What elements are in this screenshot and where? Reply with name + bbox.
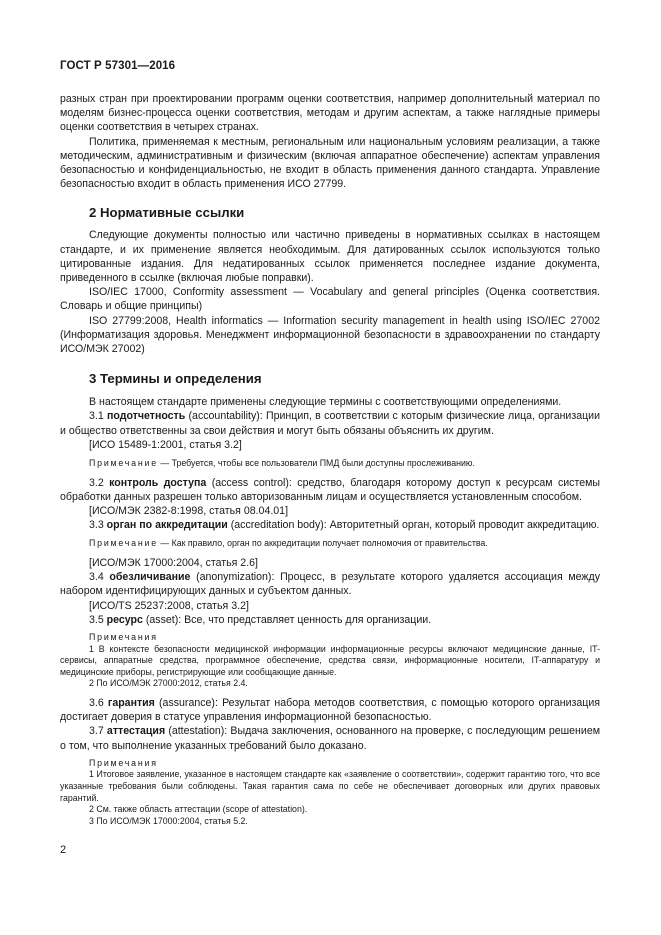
note-text: Требуется, чтобы все пользователи ПМД были доступны прослеживанию. <box>171 458 475 469</box>
term-source: [ИСО/TS 25237:2008, статья 3.2] <box>89 599 249 612</box>
note-label: Примечание <box>89 538 158 549</box>
term-3-6 <box>60 696 600 724</box>
term-definition: (assurance): Результат набора методов соответствия, с помощью которого организация достигает доверия в статусе управления информационной безопасностью. <box>60 697 601 724</box>
term-number: 3.6 <box>89 697 108 710</box>
term-3-5-note-1: 1 В контексте безопасности медицинской информации информационные ресурсы включают медицинские данные, IT-сервисы, аппаратные средства, программное обеспечение, средства связи, информационные носители, IT-аппаратуру и медицинские приборы, регистрирующие или сообщающие данные. <box>60 643 600 677</box>
term-3-7-note-2: 2 См. также область аттестации (scope of attestation). <box>89 804 308 815</box>
page-number: 2 <box>60 844 67 856</box>
term-definition: (asset): Все, что представляет ценность для организации. <box>142 613 432 626</box>
term-definition: (attestation): Выдача заключения, основанного на проверке, с последующим решением о том, что выполнение указанных требований было доказано. <box>60 725 601 752</box>
term-3-5 <box>60 613 600 627</box>
term-number: 3.3 <box>89 519 107 532</box>
term-source: [ИСО 15489-1:2001, статья 3.2] <box>89 438 242 451</box>
term-number: 3.1 <box>89 410 107 423</box>
term-source: [ИСО/МЭК 2382-8:1998, статья 08.04.01] <box>89 505 289 518</box>
term-3-5-note-2: 2 По ИСО/МЭК 27000:2012, статья 2.4. <box>89 678 248 689</box>
term-3-3-note: Примечание — Как правило, орган по аккредитации получает полномочия от правительства. <box>89 538 488 549</box>
section-2-paragraph: Следующие документы полностью или частично приведены в нормативных ссылках в настоящем стандарте, и их применение является необходимым. Для датированных ссылок используются только цитированные издания. Для недатированных ссылок применяется последнее издание документа, приведенного в ссылке (включая любые поправки). <box>60 229 600 285</box>
term-3-4 <box>60 570 600 598</box>
term-name: ресурс <box>106 613 143 626</box>
reference-iso-17000: ISO/IEC 17000, Conformity assessment — Vocabulary and general principles (Оценка соответствия. Словарь и общие принципы) <box>60 286 600 313</box>
note-label: Примечание <box>89 458 158 469</box>
term-number: 3.4 <box>89 571 110 584</box>
section-3-heading: 3 Термины и определения <box>89 371 262 387</box>
page-content <box>60 92 600 827</box>
intro-paragraph-1: разных стран при проектировании программ оценки соответствия, например дополнительный материал по моделям бизнес-процесса оценки соответствия, методам и другим аспектам, а также наглядные примеры оценки соответствия в четырех странах. <box>60 93 600 134</box>
term-name: аттестация <box>106 725 166 738</box>
term-3-7-note-1: 1 Итоговое заявление, указанное в настоящем стандарте как «заявление о соответствии», содержит гарантию того, что все указанные требования были соблюдены. Такая гарантия сама по себе не обеспечивает договорных или других правовых гарантий. <box>60 769 600 803</box>
notes-label: Примечания <box>89 757 158 768</box>
term-name: гарантия <box>107 697 155 710</box>
document-header: ГОСТ Р 57301—2016 <box>60 60 176 72</box>
term-3-1-note: Примечание — Требуется, чтобы все пользователи ПМД были доступны прослеживанию. <box>89 458 475 469</box>
term-number: 3.5 <box>89 613 107 626</box>
term-number: 3.2 <box>89 476 110 489</box>
term-3-3 <box>60 518 600 532</box>
term-definition: (accountability): Принцип, в соответствии с которым физические лица, организации и общество ответственны за свои действия и могут быть обязаны объяснить их другим. <box>60 410 601 437</box>
notes-label: Примечания <box>89 632 158 643</box>
term-3-1 <box>60 409 600 437</box>
term-3-7 <box>60 724 600 752</box>
term-3-7-note-3: 3 По ИСО/МЭК 17000:2004, статья 5.2. <box>89 815 248 826</box>
reference-iso-27799: ISO 27799:2008, Health informatics — Information security management in health using ISO/IEC 27002 (Информатизация здоровья. Менеджмент информационной безопасности в здравоохранении по стандарту ИСО/МЭК 27002) <box>60 314 600 356</box>
term-name: контроль доступа <box>109 476 207 489</box>
term-definition: (accreditation body): Авторитетный орган, который проводит аккредитацию. <box>227 519 600 532</box>
term-source: [ИСО/МЭК 17000:2004, статья 2.6] <box>89 557 258 570</box>
term-3-2 <box>60 476 600 504</box>
term-definition: (anonymization): Процесс, в результате которого удаляется ассоциация между набором идентифицирующих данных и субъектом данных. <box>60 571 601 598</box>
section-2-heading: 2 Нормативные ссылки <box>89 205 245 221</box>
term-name: обезличивание <box>109 571 191 584</box>
term-definition: (access control): средство, благодаря которому доступ к ресурсам системы обработки данных разрешен только авторизованным лицам и осуществляется установленным способом. <box>60 476 600 503</box>
intro-paragraph-2: Политика, применяемая к местным, региональным или национальным условиям реализации, а также методическим, административным и физическим (включая аппаратное обеспечение) аспектам управления безопасностью и конфиденциальностью, не входит в область применения данного стандарта. Управление безопасностью входит в область применения ИСО 27799. <box>60 135 600 191</box>
note-text: Как правило, орган по аккредитации получает полномочия от правительства. <box>171 538 488 549</box>
section-3-intro: В настоящем стандарте применены следующие термины с соответствующими определениями. <box>89 396 562 409</box>
term-name: орган по аккредитации <box>106 519 228 532</box>
term-number: 3.7 <box>89 725 107 738</box>
term-name: подотчетность <box>107 410 186 423</box>
